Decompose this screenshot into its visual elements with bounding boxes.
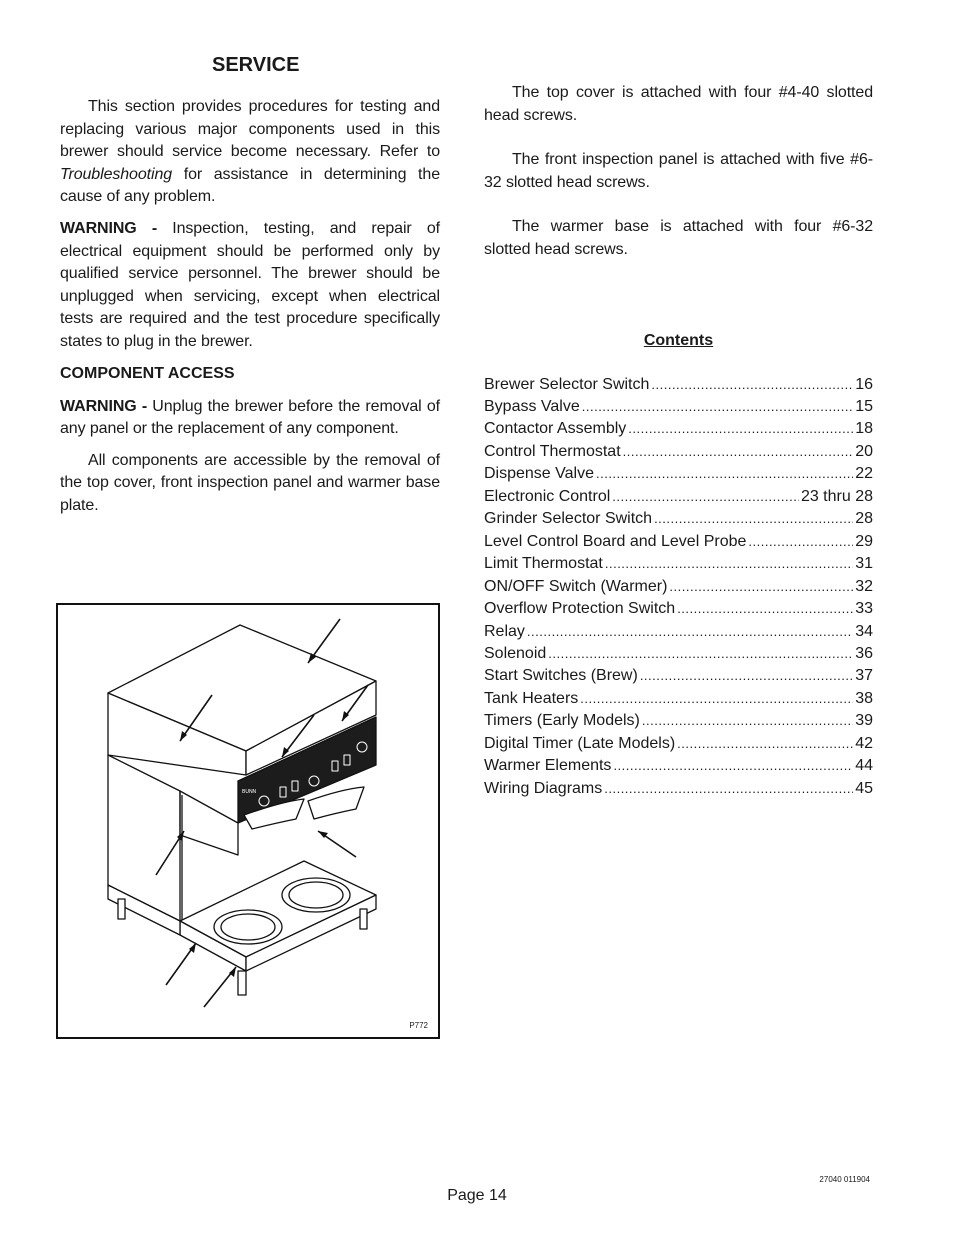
contents-item (484, 486, 873, 508)
contents-item-title: Dispense Valve (484, 465, 594, 483)
contents-item-page: 33 (855, 600, 873, 618)
contents-item-page: 22 (855, 465, 873, 483)
contents-item-page: 20 (855, 442, 873, 460)
service-warning (60, 218, 440, 354)
contents-item-page: 28 (855, 510, 873, 528)
contents-item-page: 36 (855, 645, 873, 662)
contents-list (484, 374, 873, 801)
contents-item-title: Limit Thermostat (484, 555, 603, 573)
contents-item-page: 16 (855, 375, 873, 393)
leader-dots (651, 374, 853, 396)
contents-item (484, 710, 873, 732)
component-access-heading: COMPONENT ACCESS (60, 364, 235, 382)
leader-dots (612, 486, 799, 508)
page-number: Page 14 (447, 1187, 507, 1204)
contents-item-title: Electronic Control (484, 487, 611, 505)
warmer-base-paragraph: The warmer base is attached with four #6-32 slotted head screws. (484, 218, 873, 258)
contents-item-page: 39 (855, 712, 873, 730)
brewer-figure (56, 603, 440, 1039)
figure-label: P772 (409, 1021, 428, 1030)
brewer-illustration (58, 605, 438, 1037)
contents-item-title: Level Control Board and Level Probe (484, 532, 747, 550)
contents-item (484, 755, 873, 777)
warning-text: Unplug the brewer before the removal of any panel or the replacement of any component. (60, 397, 440, 438)
contents-item-title: Wiring Diagrams (484, 779, 603, 797)
leader-dots (613, 755, 853, 777)
contents-item-title: Overflow Protection Switch (484, 600, 676, 618)
contents-item-page: 34 (855, 622, 873, 640)
component-access-warning (60, 396, 440, 441)
section-heading: SERVICE (212, 54, 300, 76)
contents-item-title: Warmer Elements (484, 757, 612, 775)
left-column (60, 52, 440, 518)
leader-dots (677, 733, 853, 755)
intro-text-a: This section provides procedures for testing and replacing various major components used in this brewer should service become necessary. Refer to (60, 98, 440, 161)
contents-item-page: 31 (855, 555, 873, 573)
contents-item-page: 29 (855, 532, 873, 550)
leader-dots (605, 553, 853, 575)
panel-brand: BUNN (242, 789, 257, 795)
troubleshooting-reference: Troubleshooting (60, 165, 173, 183)
contents-title: Contents (643, 331, 714, 349)
warning-label: WARNING - (60, 219, 173, 237)
contents-item-title: Contactor Assembly (484, 420, 627, 438)
contents-item-title: Relay (484, 622, 525, 640)
leader-dots (748, 531, 853, 553)
contents-item (484, 441, 873, 463)
contents-item-title: Bypass Valve (484, 398, 580, 416)
intro-text-b: for assistance in determining the cause of any problem. (60, 165, 440, 206)
contents-item (484, 531, 873, 553)
leader-dots (677, 598, 853, 620)
leader-dots (628, 418, 853, 440)
document-code: 27040 011904 (819, 1175, 870, 1184)
component-access-paragraph: All components are accessible by the removal of the top cover, front inspection panel and warmer base plate. (60, 451, 440, 514)
contents-item-title: Solenoid (484, 645, 547, 662)
contents-item-title: Tank Heaters (484, 689, 579, 707)
contents-item-page: 18 (855, 420, 873, 438)
leader-dots (623, 441, 854, 463)
leader-dots (548, 643, 853, 665)
contents-item (484, 778, 873, 800)
contents-item (484, 396, 873, 418)
contents-item-title: Grinder Selector Switch (484, 510, 653, 528)
contents-item-page: 38 (855, 689, 873, 707)
contents-item (484, 665, 873, 687)
front-panel-paragraph: The front inspection panel is attached with five #6-32 slotted head screws. (484, 151, 873, 191)
contents-item-title: Digital Timer (Late Models) (484, 734, 676, 752)
leader-dots (640, 665, 853, 687)
contents-item (484, 374, 873, 396)
contents-item-page: 32 (855, 577, 873, 595)
contents-item-page: 37 (855, 667, 873, 685)
right-column (484, 82, 873, 800)
contents-item (484, 598, 873, 620)
contents-item (484, 643, 873, 665)
contents-item-title: Brewer Selector Switch (484, 375, 650, 393)
contents-item-page: 42 (855, 734, 873, 752)
contents-item-page: 15 (855, 398, 873, 416)
leader-dots (642, 710, 853, 732)
contents-item (484, 688, 873, 710)
warning-label: WARNING - (60, 397, 153, 415)
contents-item (484, 733, 873, 755)
leader-dots (669, 576, 853, 598)
leader-dots (654, 508, 853, 530)
contents-item-title: Start Switches (Brew) (484, 667, 638, 685)
contents-item-title: ON/OFF Switch (Warmer) (484, 577, 668, 595)
leader-dots (580, 688, 853, 710)
contents-item (484, 621, 873, 643)
contents-item (484, 508, 873, 530)
leader-dots (527, 621, 853, 643)
top-cover-paragraph: The top cover is attached with four #4-40 slotted head screws. (484, 84, 873, 124)
leader-dots (582, 396, 853, 418)
contents-item (484, 418, 873, 440)
intro-paragraph (60, 96, 440, 209)
contents-item-title: Control Thermostat (484, 442, 621, 460)
contents-item (484, 463, 873, 485)
leader-dots (604, 778, 853, 800)
contents-item-page: 44 (855, 757, 873, 775)
warning-text: Inspection, testing, and repair of electrical equipment should be performed only by qualified service personnel. The brewer should be unplugged when servicing, except when electrical tests are required and the test procedure specifically states to plug in the brewer. (60, 219, 440, 350)
contents-item (484, 553, 873, 575)
contents-item (484, 576, 873, 598)
contents-item-title: Timers (Early Models) (484, 712, 640, 730)
leader-dots (596, 463, 853, 485)
contents-item-page: 45 (855, 779, 873, 797)
contents-item-page: 23 thru 28 (800, 487, 873, 505)
